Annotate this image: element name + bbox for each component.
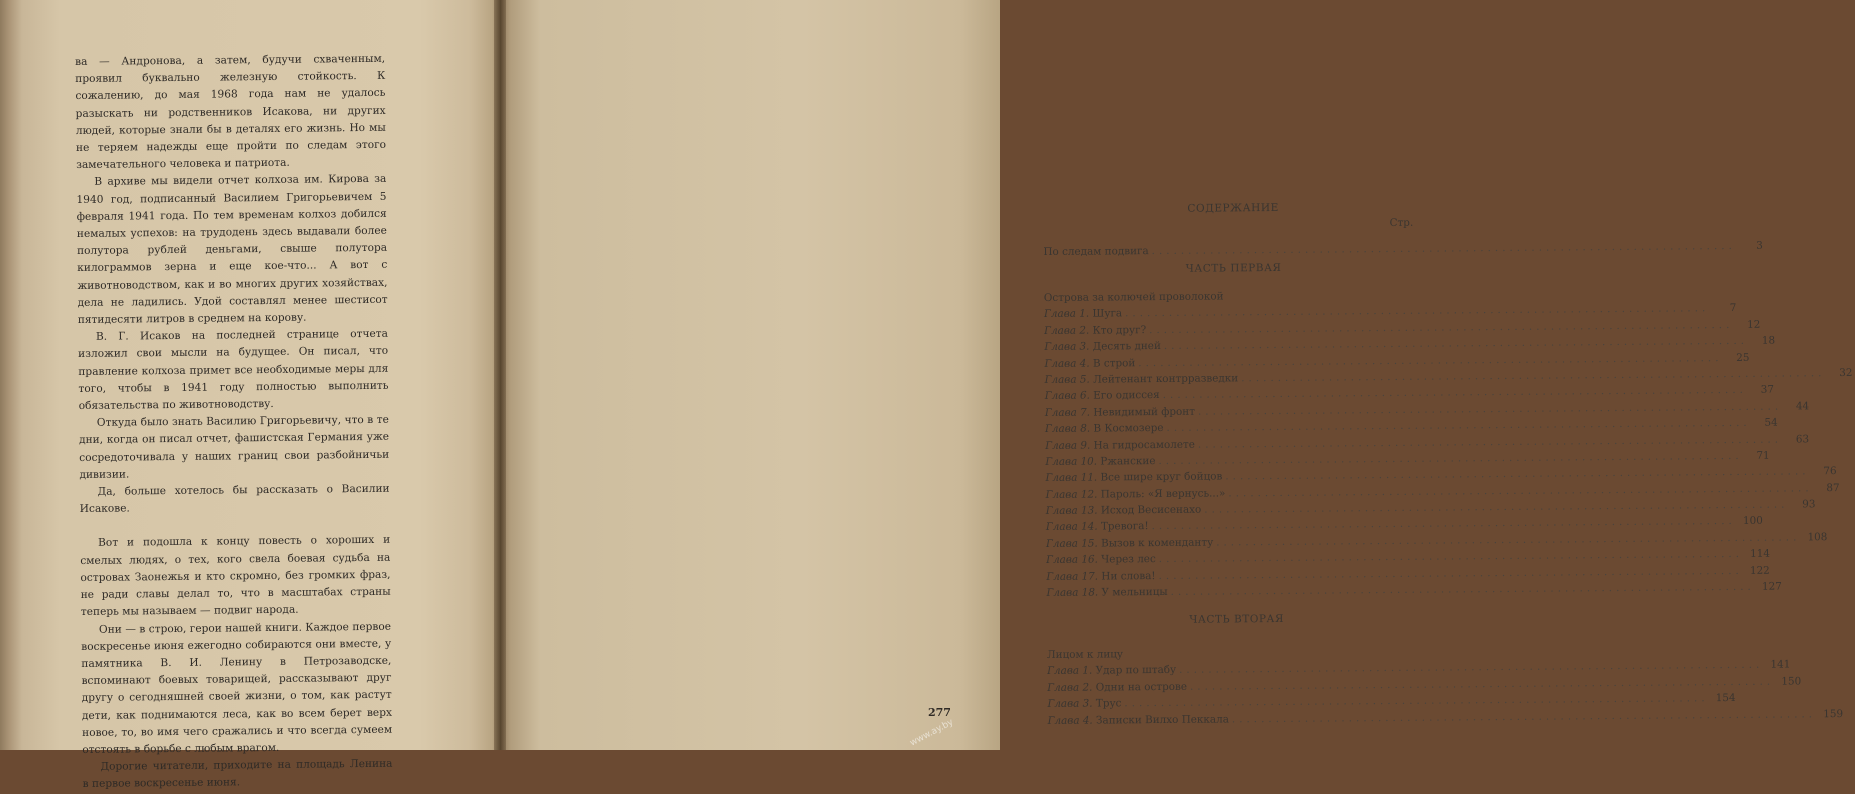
toc-leader-dots: ................................................................................ [1225, 465, 1810, 483]
toc-entry-page: 93 [1802, 498, 1816, 511]
toc-entry-label [1046, 487, 1226, 501]
body-paragraph: Да, больше хотелось бы рассказать о Василии Исакове. [79, 482, 390, 516]
toc-chapter-number: Глава 6. [1044, 389, 1090, 403]
toc-part1-title: ЧАСТЬ ПЕРВАЯ [1185, 262, 1282, 276]
page-number: 277 [928, 706, 951, 719]
toc-chapter-title: На гидросамолете [1093, 438, 1195, 452]
toc-chapter-number: Глава 5. [1044, 373, 1090, 386]
toc-chapter-number: Глава 18. [1046, 586, 1099, 600]
toc-chapter-number: Глава 12. [1045, 488, 1098, 501]
toc-chapter-title: Все шире круг бойцов [1100, 470, 1223, 484]
toc-leader-dots: ................................................................................ [1228, 481, 1813, 500]
toc-leader-dots: ................................................................................ [1149, 318, 1734, 336]
toc-chapter-title: У мельницы [1101, 585, 1168, 599]
book-spine-shadow [494, 0, 506, 750]
toc-entry-label [1044, 308, 1122, 321]
toc-chapter-number: Глава 15. [1045, 537, 1098, 550]
toc-leader-dots: ................................................................................ [1125, 302, 1710, 320]
toc-chapter-entry [1047, 707, 1844, 731]
toc-chapter-number: Глава 3. [1047, 697, 1093, 711]
toc-entry-page: 159 [1823, 707, 1844, 720]
toc-leader-dots: ................................................................................ [1189, 675, 1775, 693]
toc-chapter-title: Шуга [1092, 307, 1123, 320]
toc-entry-label [1045, 405, 1195, 418]
toc-entry-label [1046, 504, 1202, 517]
toc-entry-label [1045, 422, 1164, 435]
toc-entry-label [1045, 438, 1195, 451]
toc-leader-dots: ................................................................................ [1162, 384, 1747, 402]
toc-entry-label [1047, 681, 1187, 694]
toc-chapter-title: Тревога! [1100, 520, 1149, 533]
toc-entry-page: 87 [1826, 481, 1840, 494]
body-paragraph: Дорогие читатели, приходите на площадь Ленина в первое воскресенье июня. [82, 757, 393, 791]
body-paragraph: Вот и подошла к концу повесть о хороших и смелых людях, о тех, кого свела боевая судьба на островах Заонежья и кто скромно, без громких фраз, не ради славы делал то, что в масштабах страны теперь мы называем — подвиг народа. [80, 534, 391, 619]
toc-leader-dots: ................................................................................ [1138, 351, 1723, 369]
toc-entry-page: 100 [1742, 515, 1763, 528]
body-paragraph: Они — в строю, герои нашей книги. Каждое первое воскресенье июня ежегодно собираются они вместе, у памятника В. И. Ленину в Петрозаводске, вспоминают боевых товарищей, рассказывают друг другу о сегодняшней своей жизни, о том, как растут дети, как поднимаются леса, как во всем берет верх новое, то, во имя чего сражались и что всегда сумеем отстоять в борьбе с любым врагом. [81, 620, 393, 756]
toc-leader-dots: ................................................................................ [1241, 367, 1826, 385]
toc-entry-page: 150 [1781, 675, 1802, 688]
toc-entry-page: 141 [1770, 658, 1791, 672]
toc-leader-dots: ................................................................................ [1124, 692, 1709, 710]
toc-entry-label [1046, 536, 1213, 549]
toc-part2-chapters [1047, 658, 1844, 731]
toc-chapter-number: Глава 13. [1045, 504, 1098, 518]
watermark: www.ay.by [908, 717, 956, 749]
toc-entry-page: 63 [1795, 432, 1810, 445]
toc-entry-label [1045, 389, 1160, 402]
toc-leader-dots: ................................................................................ [1197, 400, 1783, 418]
toc-entry-label [1044, 324, 1146, 337]
toc-entry-page: 127 [1761, 580, 1782, 593]
toc-entry-label [1044, 357, 1135, 370]
toc-leader-dots: ................................................................................ [1179, 659, 1764, 677]
right-page [500, 0, 1853, 750]
toc-leader-dots: ................................................................................ [1170, 580, 1755, 598]
toc-page-column-label: Стр. [1389, 216, 1414, 229]
toc-chapter-title: Трус [1095, 697, 1122, 710]
toc-leader-dots: ................................................................................ [1197, 433, 1783, 451]
toc-chapter-title: Удар по штабу [1095, 664, 1177, 677]
toc-chapter-title: В Космозере [1093, 422, 1164, 435]
toc-leader-dots: ................................................................................ [1151, 239, 1736, 258]
left-page [0, 0, 500, 791]
body-paragraph: В архиве мы видели отчет колхоза им. Кирова за 1940 год, подписанный Василием Григорьевичем 5 февраля 1941 года. По тем временам колхоз добился немалых успехов: на трудодень здесь выдавали более полутора рублей деньгами, свыше полутора килограммов зерна и еще кое-что... А вот с животноводством, как и во многих других хозяйствах, дела не ладились. Удой составлял менее шестисот пятидесяти литров в среднем на корову. [76, 173, 388, 327]
toc-chapter-number: Глава 2. [1047, 681, 1093, 694]
toc-leader-dots: ................................................................................ [1158, 564, 1743, 582]
toc-entry-page: 44 [1795, 400, 1810, 413]
toc-chapter-title: Ржанские [1100, 454, 1156, 468]
toc-chapter-title: Его одиссея [1093, 389, 1160, 402]
left-page-text [75, 51, 393, 794]
toc-chapter-title: Пароль: «Я вернусь...» [1100, 487, 1226, 501]
toc-chapter-title: Вызов к коменданту [1101, 536, 1214, 550]
toc-leader-dots: ................................................................................ [1204, 498, 1789, 516]
toc-entry-page: 71 [1756, 449, 1770, 462]
toc-chapter-number: Глава 16. [1046, 553, 1098, 567]
toc-entry-page: 37 [1760, 383, 1774, 397]
toc-chapter-title: Исход Весисенахо [1100, 503, 1202, 517]
toc-leader-dots: ................................................................................ [1158, 548, 1744, 566]
toc-chapter-title: Кто друг? [1092, 323, 1147, 337]
toc-entry-label [1046, 521, 1149, 534]
toc-chapter-title: Ни слова! [1101, 569, 1156, 583]
toc-entry-page: 108 [1807, 531, 1828, 544]
body-paragraph: В. Г. Исаков на последней странице отчета изложил свои мысли на будущее. Он писал, что правление колхоза примет все необходимые меры для того, чтобы в 1941 году полностью выполнить обязательства по животноводству. [78, 327, 389, 413]
toc-leader-dots: ................................................................................ [1216, 531, 1801, 549]
toc-chapter-title: Записки Вилхо Пеккала [1095, 712, 1229, 727]
toc-entry-page: 76 [1823, 465, 1837, 478]
toc-entry-label [1045, 372, 1239, 386]
toc-part1-chapters [1043, 302, 1853, 603]
toc-entry-label: По следам подвига [1043, 245, 1149, 258]
toc-entry-page: 54 [1764, 416, 1778, 429]
toc-chapter-title: Лейтенант контрразведки [1093, 372, 1239, 386]
toc-entry-page: 18 [1761, 334, 1776, 347]
toc-entry-label [1046, 553, 1156, 566]
toc-part1-section: Острова за колючей проволокой [1043, 290, 1224, 305]
toc-chapter-number: Глава 1. [1043, 307, 1090, 321]
body-paragraph: Откуда было знать Василию Григорьевичу, что в те дни, когда он писал отчет, фашистская Германия уже сосредоточивала у наших границ свои разбойничьи дивизии. [78, 413, 390, 481]
toc-leader-dots: ................................................................................ [1231, 707, 1817, 725]
toc-chapter-number: Глава 8. [1044, 422, 1091, 436]
toc-chapter-title: Десять дней [1092, 340, 1161, 353]
table-of-contents [1043, 195, 1853, 731]
toc-entry-page: 12 [1747, 318, 1761, 331]
toc-chapter-title: Через лес [1101, 553, 1156, 566]
toc-part2-title: ЧАСТЬ ВТОРАЯ [1189, 613, 1285, 627]
toc-chapter-title: Одни на острове [1095, 680, 1188, 694]
toc-entry-page: 25 [1736, 351, 1750, 364]
toc-chapter-number: Глава 10. [1045, 455, 1098, 468]
toc-chapter-number: Глава 4. [1044, 357, 1090, 370]
toc-leader-dots: ................................................................................ [1166, 416, 1751, 435]
toc-entry-page: 122 [1749, 564, 1770, 577]
toc-chapter-number: Глава 9. [1045, 439, 1091, 452]
toc-chapter-number: Глава 11. [1045, 471, 1098, 485]
toc-chapter-number: Глава 1. [1047, 665, 1093, 678]
toc-entry-label [1045, 455, 1155, 468]
toc-entry-label [1046, 586, 1167, 599]
toc-part2-section: Лицом к лицу [1046, 648, 1124, 662]
toc-entry-label [1047, 664, 1176, 677]
toc-chapter-number: Глава 3. [1044, 340, 1090, 354]
toc-title: СОДЕРЖАНИЕ [1187, 201, 1279, 215]
toc-chapter-number: Глава 14. [1045, 521, 1098, 534]
toc-entry-page: 3 [1756, 239, 1763, 252]
toc-entry-page: 32 [1839, 366, 1853, 380]
toc-entry-page: 154 [1715, 692, 1736, 705]
toc-entry-label [1048, 713, 1229, 727]
toc-leader-dots: ................................................................................ [1163, 335, 1749, 353]
body-paragraph: ва — Андронова, а затем, будучи схваченным, проявил буквально железную стойкость. К сожалению, до мая 1968 года нам не удалось разыскать ни родственников Исакова, ни других людей, которые знали бы в деталях его жизнь. Но мы не теряем надежды еще пройти по следам этого замечательного человека и патриота. [75, 52, 387, 172]
toc-entry-label [1046, 570, 1155, 583]
toc-intro-entry [1043, 239, 1763, 263]
toc-chapter-number: Глава 17. [1046, 570, 1099, 583]
toc-entry-label [1045, 471, 1222, 485]
toc-leader-dots: ................................................................................ [1151, 515, 1736, 533]
toc-chapter-number: Глава 2. [1044, 324, 1090, 337]
toc-chapter-title: Невидимый фронт [1093, 405, 1195, 419]
toc-entry-page: 114 [1750, 547, 1771, 561]
toc-chapter-title: В строй [1092, 356, 1136, 370]
toc-entry-page: 7 [1729, 302, 1737, 315]
toc-entry-label [1047, 698, 1121, 711]
toc-entry-label [1044, 340, 1161, 353]
toc-chapter-number: Глава 7. [1044, 406, 1091, 419]
toc-chapter-number: Глава 4. [1047, 714, 1093, 727]
toc-leader-dots: ................................................................................ [1158, 449, 1743, 467]
